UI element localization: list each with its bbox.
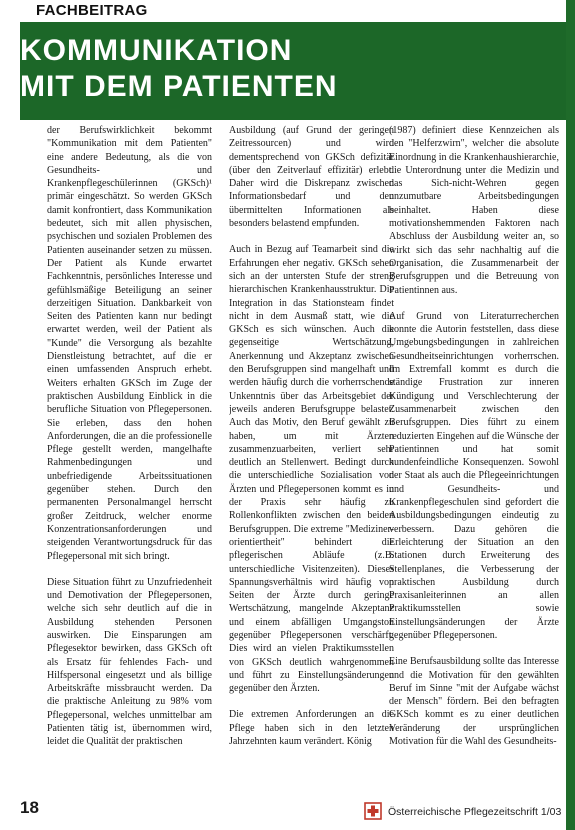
paragraph: Auch in Bezug auf Teamarbeit sind die Erfahrungen eher negativ. GKSch sehen sich an der untersten Stufe der streng hierarchischen Krankenhausstruktur. Die Integration in das Stationsteam findet nicht in dem Ausmaß statt, wie die GKSch es sich wünschen. Auch die gegenseitige Wertschätzung, Anerkennung und Akzeptanz zwischen den Berufsgruppen sind mangelhaft und werden häufig durch die vorherrschende Unkenntnis über das Arbeitsgebiet der jeweils anderen Berufsgruppe belastet. Auch das Motiv, den Beruf gewählt zu haben, um mit Ärzten zusammenzuarbeiten, verliert sehr deutlich an Stellenwert. Bedingt durch die unterschiedliche Sozialisation von Ärzten und Pflegepersonen kommt es in der Praxis sehr häufig zu Rollenkonflikten zwischen den beiden Berufsgruppen. Die extreme "Mediziner-orientiertheit" behindert die pflegerischen Abläufe (z.B. unterschiedliche Visitenzeiten). Dieses Spannungsverhältnis wird häufig von Seiten der Ärzte durch geringe Wertschätzung, mangelnde Akzeptanz und einem abfälligen Umgangston gegenüber Pflegepersonen verschärft. Dies wird an vielen Praktikumsstellen von GKSch deutlich wahrgenommen und führt zu Einstellungsänderungen gegenüber den Ärzten.	[229, 244, 394, 695]
paragraph: Die extremen Anforderungen an die Pflege haben sich in den letzten Jahrzehnten kaum verändert. König	[229, 709, 394, 748]
paragraph: der Berufswirklichkeit bekommt "Kommunikation mit dem Patienten" eine andere Bedeutung, als die von Gesundheits- und Krankenpflegeschülerinnen (GKSch)¹ primär eingeschätzt. So werden GKSch damit konfrontiert, dass Kommunikation bedeutet, sich mit allen physischen, psychischen und sozialen Problemen des Patienten auseinander setzen zu müssen. Der Patient als Kunde erwartet Fachkenntnis, persönliches Interesse und gefühlsmäßige Beteiligung an seiner derzeitigen Situation. Dankbarkeit von Seiten des Patienten kann nur bedingt erwartet werden, weil der Patient als "Kunde" die Versorgung als bezahlte Dienstleistung betrachtet, auf die er einen umfassenden Anspruch erhebt. Weiters erhalten GKSch im Zuge der praktischen Ausbildung Einblick in die berufliche Situation von Pflegepersonen. Sie erleben, dass den hohen Anforderungen, die an die professionelle Pflege gestellt werden, mangelhafte Rahmenbedingungen und unbefriedigende Arbeitssituationen gegenüber stehen. Durch den permanenten Personalmangel herrscht großer Zeitdruck, welcher enorme Konzentrationsanforderungen und steigenden Verantwortungsdruck für das Pflegepersonal mit sich bringt.	[47, 125, 212, 562]
text-column-3	[389, 124, 559, 784]
paragraph: Auf Grund von Literaturrecherchen konnte die Autorin feststellen, dass diese Umgebungsbedingungen in zahlreichen Gesundheitseinrichtungen vorherrschen. Im Extremfall kommt es durch die ständige Frustration zur inneren Kündigung und Verschlechterung der Zusammenarbeit zwischen den Berufsgruppen. Dies führt zu einem reduzierten Eingehen auf die Wünsche der Patientinnen und hat somit kundenfeindliche Konsequenzen. Sowohl der Staat als auch die Pflegeeinrichtungen und Gesundheits- und Krankenpflegeschulen sind gefordert die Ausbildungsbedingungen eindeutig zu verbessern. Dazu gehören die Erleichterung der Situation an den Stationen durch Erweiterung des Stellenplanes, die Verbesserung der praktischen Ausbildung durch Praxisanleiterinnen an allen Praktikumsstellen sowie Einstellungsänderungen der Ärzte gegenüber Pflegepersonen.	[389, 310, 559, 641]
page-footer	[0, 790, 575, 830]
section-label: FACHBEITRAG	[36, 2, 148, 19]
text-column-2	[229, 124, 394, 784]
paragraph: Eine Berufsausbildung sollte das Interesse und die Motivation für den gewählten Beruf im Sinne "mit der Aufgabe wächst der Mensch" fördern. Bei den befragten GKSch kommt es zu einer deutlichen Veränderung der ursprünglichen Motivation für die Wahl des Gesundheits-	[389, 656, 559, 748]
title-line-2: MIT DEM PATIENTEN	[20, 70, 338, 103]
article-title	[20, 33, 338, 105]
text-column-1	[47, 124, 212, 784]
cross-in-square-logo-icon	[364, 802, 382, 820]
paragraph: Ausbildung (auf Grund der geringen Zeitressourcen) und wird dementsprechend von GKSch defizitär (über den Zeitverlauf effizitär) erlebt. Daher wird die Diskrepanz zwischen Informationsbedarf und den übermittelten Informationen als besonders belastend empfunden.	[229, 125, 394, 230]
paragraph: Diese Situation führt zu Unzufriedenheit und Demotivation der Pflegepersonen, welche sich sehr deutlich auf die in Ausbildung stehenden Personen auswirken. Die Einsparungen am Pflegesektor bewirken, dass GKSch oft als Ersatz für fehlendes Fach- und Hilfspersonal eingesetzt und als billige Arbeitskräfte missbraucht werden. Da die praktische Anleitung zu 98% vom Pflegepersonal, welches unmittelbar am Patienten tätig ist, übernommen wird, leidet die Qualität der praktischen	[47, 576, 212, 748]
paragraph: (1987) definiert diese Kennzeichen als den "Helferzwirn", welcher die absolute Einordnung in die Krankenhaushierarchie, die Unterordnung unter die Medizin und das Sich-nicht-Wehren gegen unzumutbare Arbeitsbedingungen beinhaltet. Haben diese motivationshemmenden Faktoren nach Abschluss der Ausbildung weiter an, so wirkt sich das sehr nachhaltig auf die Organisation, die Zusammenarbeit der Berufsgruppen und die Betreuung von Patientinnen aus.	[389, 125, 559, 296]
page-edge-bar	[566, 0, 575, 830]
page-number: 18	[20, 798, 39, 817]
journal-name: Österreichische Pflegezeitschrift 1/03	[388, 806, 562, 818]
title-line-1: KOMMUNIKATION	[20, 34, 293, 67]
